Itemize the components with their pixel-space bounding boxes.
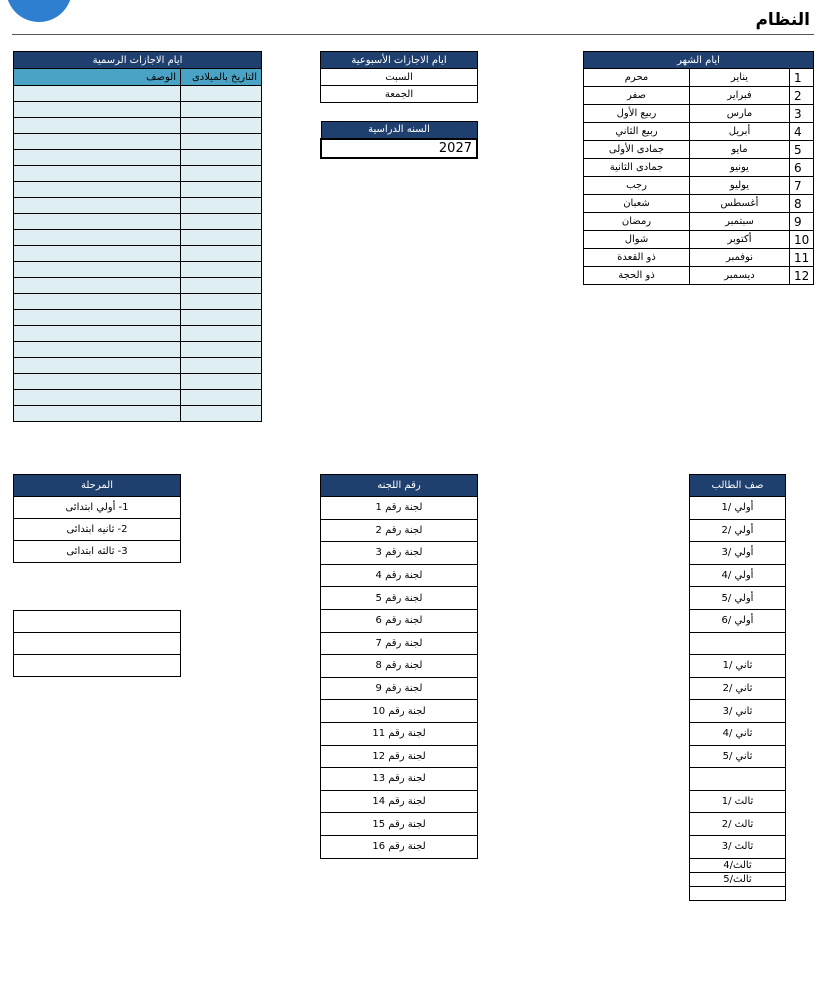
official-holidays-title: ايام الاجازات الرسمية xyxy=(14,52,262,69)
committee-cell[interactable]: لجنة رقم 7 xyxy=(321,632,478,655)
stage-cell[interactable]: 2- ثانيه ابتدائى xyxy=(14,519,181,541)
holiday-date-cell[interactable] xyxy=(181,214,262,230)
student-class-cell[interactable]: أولي /6 xyxy=(690,609,786,632)
holiday-date-cell[interactable] xyxy=(181,118,262,134)
hijri-month-cell[interactable]: جمادى الثانية xyxy=(584,159,690,177)
hijri-month-cell[interactable]: رجب xyxy=(584,177,690,195)
month-number-cell[interactable]: 5 xyxy=(790,141,814,159)
committee-cell[interactable]: لجنة رقم 6 xyxy=(321,609,478,632)
hijri-month-cell[interactable]: شعبان xyxy=(584,195,690,213)
month-number-cell[interactable]: 11 xyxy=(790,249,814,267)
committee-cell[interactable]: لجنة رقم 16 xyxy=(321,835,478,858)
student-class-table xyxy=(689,474,786,901)
student-class-cell[interactable] xyxy=(690,632,786,655)
holiday-row xyxy=(14,374,262,390)
holiday-row xyxy=(14,246,262,262)
holiday-description-cell[interactable] xyxy=(14,342,181,358)
student-class-cell[interactable] xyxy=(690,886,786,900)
student-class-cell[interactable]: أولي /4 xyxy=(690,564,786,587)
gregorian-month-cell[interactable]: يونيو xyxy=(690,159,790,177)
holiday-row xyxy=(14,390,262,406)
holiday-row xyxy=(14,150,262,166)
committee-cell[interactable]: لجنة رقم 4 xyxy=(321,564,478,587)
holiday-description-cell[interactable] xyxy=(14,390,181,406)
holiday-description-cell[interactable] xyxy=(14,310,181,326)
month-row xyxy=(584,87,814,105)
holiday-date-cell[interactable] xyxy=(181,150,262,166)
holiday-row xyxy=(14,182,262,198)
holiday-row xyxy=(14,214,262,230)
student-class-cell[interactable]: أولي /2 xyxy=(690,519,786,542)
committee-cell[interactable]: لجنة رقم 2 xyxy=(321,519,478,542)
month-row xyxy=(584,123,814,141)
holiday-description-cell[interactable] xyxy=(14,134,181,150)
holiday-description-cell[interactable] xyxy=(14,198,181,214)
hijri-month-cell[interactable]: محرم xyxy=(584,69,690,87)
committee-cell[interactable]: لجنة رقم 14 xyxy=(321,790,478,813)
month-number-cell[interactable]: 10 xyxy=(790,231,814,249)
holiday-date-cell[interactable] xyxy=(181,182,262,198)
empty-cell[interactable] xyxy=(14,611,181,633)
holiday-row xyxy=(14,134,262,150)
month-row xyxy=(584,177,814,195)
holiday-row xyxy=(14,118,262,134)
committee-title: رقم اللجنه xyxy=(321,475,478,497)
holiday-row xyxy=(14,326,262,342)
stage-cell[interactable]: 3- ثالثه ابتدائى xyxy=(14,541,181,563)
hijri-month-cell[interactable]: ذو الحجة xyxy=(584,267,690,285)
holiday-description-cell[interactable] xyxy=(14,230,181,246)
student-class-cell[interactable]: ثاني /2 xyxy=(690,677,786,700)
holiday-description-cell[interactable] xyxy=(14,86,181,102)
holiday-row xyxy=(14,310,262,326)
holiday-row xyxy=(14,102,262,118)
month-row xyxy=(584,249,814,267)
gregorian-month-cell[interactable]: أغسطس xyxy=(690,195,790,213)
holiday-description-cell[interactable] xyxy=(14,406,181,422)
holiday-date-cell[interactable] xyxy=(181,326,262,342)
holiday-description-cell[interactable] xyxy=(14,118,181,134)
hijri-month-cell[interactable]: ربيع الثاني xyxy=(584,123,690,141)
holiday-description-cell[interactable] xyxy=(14,374,181,390)
holiday-description-cell[interactable] xyxy=(14,358,181,374)
col-description: الوصف xyxy=(14,69,181,86)
student-class-cell[interactable]: ثالث /3 xyxy=(690,835,786,858)
month-row xyxy=(584,267,814,285)
month-number-cell[interactable]: 12 xyxy=(790,267,814,285)
gregorian-month-cell[interactable]: مايو xyxy=(690,141,790,159)
gregorian-month-cell[interactable]: أبريل xyxy=(690,123,790,141)
stage-cell[interactable]: 1- أولي ابتدائى xyxy=(14,497,181,519)
official-holidays-table xyxy=(13,51,262,422)
hijri-month-cell[interactable]: جمادى الأولى xyxy=(584,141,690,159)
student-class-cell[interactable]: أولي /5 xyxy=(690,587,786,610)
holiday-date-cell[interactable] xyxy=(181,374,262,390)
holiday-row xyxy=(14,230,262,246)
holiday-row xyxy=(14,198,262,214)
month-number-cell[interactable]: 9 xyxy=(790,213,814,231)
month-row xyxy=(584,159,814,177)
gregorian-month-cell[interactable]: فبراير xyxy=(690,87,790,105)
hijri-month-cell[interactable]: ربيع الأول xyxy=(584,105,690,123)
col-gregorian-date: التاريخ بالميلادى xyxy=(181,69,262,86)
committee-cell[interactable]: لجنة رقم 9 xyxy=(321,677,478,700)
committee-cell[interactable]: لجنة رقم 1 xyxy=(321,497,478,520)
holiday-date-cell[interactable] xyxy=(181,230,262,246)
holiday-description-cell[interactable] xyxy=(14,102,181,118)
committee-table xyxy=(320,474,478,859)
student-class-cell[interactable]: ثاني /4 xyxy=(690,722,786,745)
committee-cell[interactable]: لجنة رقم 5 xyxy=(321,587,478,610)
month-number-cell[interactable]: 3 xyxy=(790,105,814,123)
holiday-date-cell[interactable] xyxy=(181,390,262,406)
student-class-cell[interactable]: ثالث/5 xyxy=(690,872,786,886)
student-class-cell[interactable]: أولي /3 xyxy=(690,542,786,565)
holiday-description-cell[interactable] xyxy=(14,326,181,342)
gregorian-month-cell[interactable]: نوفمبر xyxy=(690,249,790,267)
month-number-cell[interactable]: 4 xyxy=(790,123,814,141)
stage-table xyxy=(13,474,181,563)
holiday-date-cell[interactable] xyxy=(181,294,262,310)
weekly-holiday-cell[interactable]: السبت xyxy=(321,69,478,86)
gregorian-month-cell[interactable]: سبتمبر xyxy=(690,213,790,231)
weekly-holidays-table xyxy=(320,51,478,103)
committee-cell[interactable]: لجنة رقم 11 xyxy=(321,722,478,745)
holiday-date-cell[interactable] xyxy=(181,86,262,102)
holiday-date-cell[interactable] xyxy=(181,358,262,374)
gregorian-month-cell[interactable]: أكتوبر xyxy=(690,231,790,249)
hijri-month-cell[interactable]: صفر xyxy=(584,87,690,105)
holiday-row xyxy=(14,342,262,358)
gregorian-month-cell[interactable]: يناير xyxy=(690,69,790,87)
months-title: ايام الشهر xyxy=(584,52,814,69)
student-class-title: صف الطالب xyxy=(690,475,786,497)
holiday-description-cell[interactable] xyxy=(14,214,181,230)
holiday-description-cell[interactable] xyxy=(14,182,181,198)
committee-cell[interactable]: لجنة رقم 3 xyxy=(321,542,478,565)
student-class-cell[interactable]: ثاني /1 xyxy=(690,655,786,678)
hijri-month-cell[interactable]: ذو القعدة xyxy=(584,249,690,267)
holiday-row xyxy=(14,262,262,278)
committee-cell[interactable]: لجنة رقم 15 xyxy=(321,813,478,836)
empty-box-table xyxy=(13,610,181,677)
committee-cell[interactable]: لجنة رقم 8 xyxy=(321,655,478,678)
committee-cell[interactable]: لجنة رقم 10 xyxy=(321,700,478,723)
holiday-description-cell[interactable] xyxy=(14,246,181,262)
gregorian-month-cell[interactable]: مارس xyxy=(690,105,790,123)
app-logo xyxy=(6,0,72,22)
holiday-date-cell[interactable] xyxy=(181,246,262,262)
school-year-title: السنه الدراسية xyxy=(321,122,477,139)
student-class-cell[interactable] xyxy=(690,768,786,791)
gregorian-month-cell[interactable]: يوليو xyxy=(690,177,790,195)
stage-title: المرحلة xyxy=(14,475,181,497)
student-class-cell[interactable]: ثالث/4 xyxy=(690,858,786,872)
holiday-date-cell[interactable] xyxy=(181,198,262,214)
month-number-cell[interactable]: 8 xyxy=(790,195,814,213)
month-number-cell[interactable]: 6 xyxy=(790,159,814,177)
holiday-row xyxy=(14,166,262,182)
weekly-holidays-title: ايام الاجازات الأسبوعية xyxy=(321,52,478,69)
month-number-cell[interactable]: 7 xyxy=(790,177,814,195)
empty-cell[interactable] xyxy=(14,655,181,677)
committee-cell[interactable]: لجنة رقم 13 xyxy=(321,768,478,791)
hijri-month-cell[interactable]: رمضان xyxy=(584,213,690,231)
student-class-cell[interactable]: ثاني /3 xyxy=(690,700,786,723)
school-year-input[interactable]: 2027 xyxy=(321,139,477,158)
holiday-row xyxy=(14,358,262,374)
holiday-row xyxy=(14,278,262,294)
hijri-month-cell[interactable]: شوال xyxy=(584,231,690,249)
holiday-description-cell[interactable] xyxy=(14,150,181,166)
holiday-description-cell[interactable] xyxy=(14,262,181,278)
student-class-cell[interactable]: أولي /1 xyxy=(690,497,786,520)
holiday-row xyxy=(14,86,262,102)
title-divider xyxy=(12,34,814,35)
holiday-date-cell[interactable] xyxy=(181,342,262,358)
holiday-date-cell[interactable] xyxy=(181,134,262,150)
months-table xyxy=(583,51,814,285)
holiday-description-cell[interactable] xyxy=(14,278,181,294)
month-row xyxy=(584,231,814,249)
student-class-cell[interactable]: ثالث /1 xyxy=(690,790,786,813)
month-row xyxy=(584,141,814,159)
holiday-date-cell[interactable] xyxy=(181,102,262,118)
month-number-cell[interactable]: 1 xyxy=(790,69,814,87)
month-row xyxy=(584,213,814,231)
weekly-holiday-cell[interactable]: الجمعة xyxy=(321,86,478,103)
month-number-cell[interactable]: 2 xyxy=(790,87,814,105)
holiday-date-cell[interactable] xyxy=(181,406,262,422)
student-class-cell[interactable]: ثالث /2 xyxy=(690,813,786,836)
school-year-table xyxy=(320,121,478,159)
page-title: النظام xyxy=(755,10,810,30)
holiday-date-cell[interactable] xyxy=(181,262,262,278)
holiday-description-cell[interactable] xyxy=(14,294,181,310)
month-row xyxy=(584,105,814,123)
holiday-date-cell[interactable] xyxy=(181,278,262,294)
holiday-description-cell[interactable] xyxy=(14,166,181,182)
holiday-row xyxy=(14,294,262,310)
gregorian-month-cell[interactable]: ديسمبر xyxy=(690,267,790,285)
month-row xyxy=(584,69,814,87)
holiday-date-cell[interactable] xyxy=(181,166,262,182)
committee-cell[interactable]: لجنة رقم 12 xyxy=(321,745,478,768)
student-class-cell[interactable]: ثاني /5 xyxy=(690,745,786,768)
empty-cell[interactable] xyxy=(14,633,181,655)
holiday-row xyxy=(14,406,262,422)
month-row xyxy=(584,195,814,213)
holiday-date-cell[interactable] xyxy=(181,310,262,326)
